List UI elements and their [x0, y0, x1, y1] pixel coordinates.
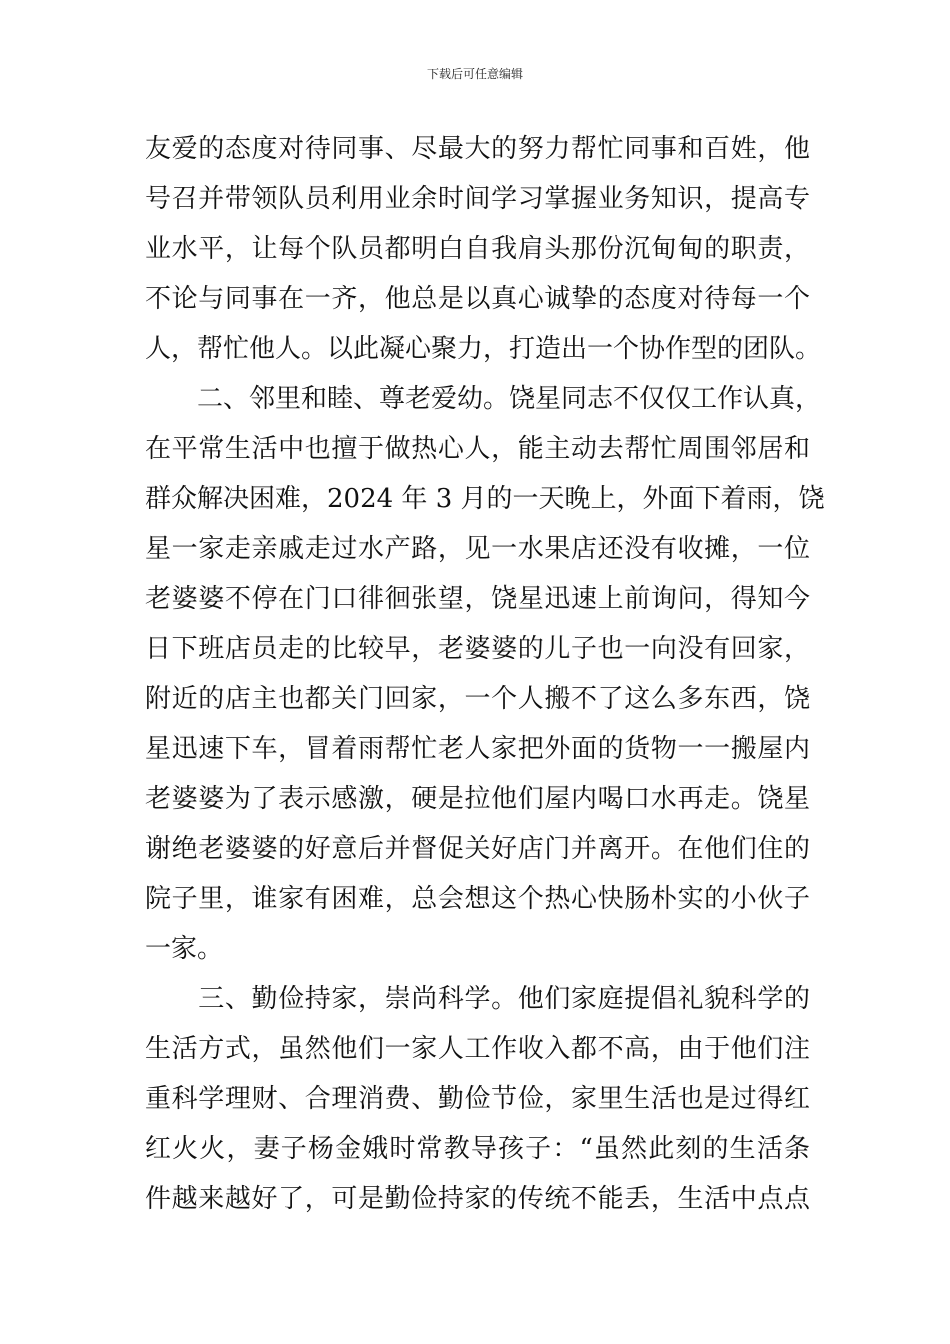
body-text-line: 红火火，妻子杨金娥时常教导孩子：“虽然此刻的生活条	[145, 1134, 810, 1164]
body-text-line: 友爱的态度对待同事、尽最大的努力帮忙同事和百姓，他	[145, 134, 810, 164]
body-text-line: 件越来越好了，可是勤俭持家的传统不能丢，生活中点点	[145, 1184, 810, 1214]
body-text-line: 号召并带领队员利用业余时间学习掌握业务知识，提高专	[145, 184, 810, 214]
body-text-line: 老婆婆为了表示感激，硬是拉他们屋内喝口水再走。饶星	[145, 784, 810, 814]
body-text-line: 二、邻里和睦、尊老爱幼。饶星同志不仅仅工作认真，	[145, 384, 822, 414]
body-text-line: 星迅速下车，冒着雨帮忙老人家把外面的货物一一搬屋内	[145, 734, 810, 764]
body-text-line: 日下班店员走的比较早，老婆婆的儿子也一向没有回家，	[145, 634, 810, 664]
body-text-line: 老婆婆不停在门口徘徊张望，饶星迅速上前询问，得知今	[145, 584, 810, 614]
body-text-line: 谢绝老婆婆的好意后并督促关好店门并离开。在他们住的	[145, 834, 810, 864]
body-text-line: 在平常生活中也擅于做热心人，能主动去帮忙周围邻居和	[145, 434, 810, 464]
body-text-line: 一家。	[145, 934, 224, 964]
body-text-line: 星一家走亲戚走过水产路，见一水果店还没有收摊，一位	[145, 534, 810, 564]
body-text-line: 重科学理财、合理消费、勤俭节俭，家里生活也是过得红	[145, 1084, 810, 1114]
body-text-line: 附近的店主也都关门回家，一个人搬不了这么多东西，饶	[145, 684, 810, 714]
body-text-line: 院子里，谁家有困难，总会想这个热心快肠朴实的小伙子	[145, 884, 810, 914]
page-header: 下载后可任意编辑	[426, 67, 523, 81]
body-text-line: 人，帮忙他人。以此凝心聚力，打造出一个协作型的团队。	[145, 334, 822, 364]
body-text-line: 生活方式，虽然他们一家人工作收入都不高，由于他们注	[145, 1034, 810, 1064]
body-text-line: 不论与同事在一齐，他总是以真心诚挚的态度对待每一个	[145, 284, 810, 314]
body-text-line: 三、勤俭持家，崇尚科学。他们家庭提倡礼貌科学的	[145, 984, 810, 1014]
body-text-line: 业水平，让每个队员都明白自我肩头那份沉甸甸的职责，	[145, 234, 810, 264]
body-text-line: 群众解决困难，2024 年 3 月的一天晚上，外面下着雨，饶	[145, 484, 825, 514]
